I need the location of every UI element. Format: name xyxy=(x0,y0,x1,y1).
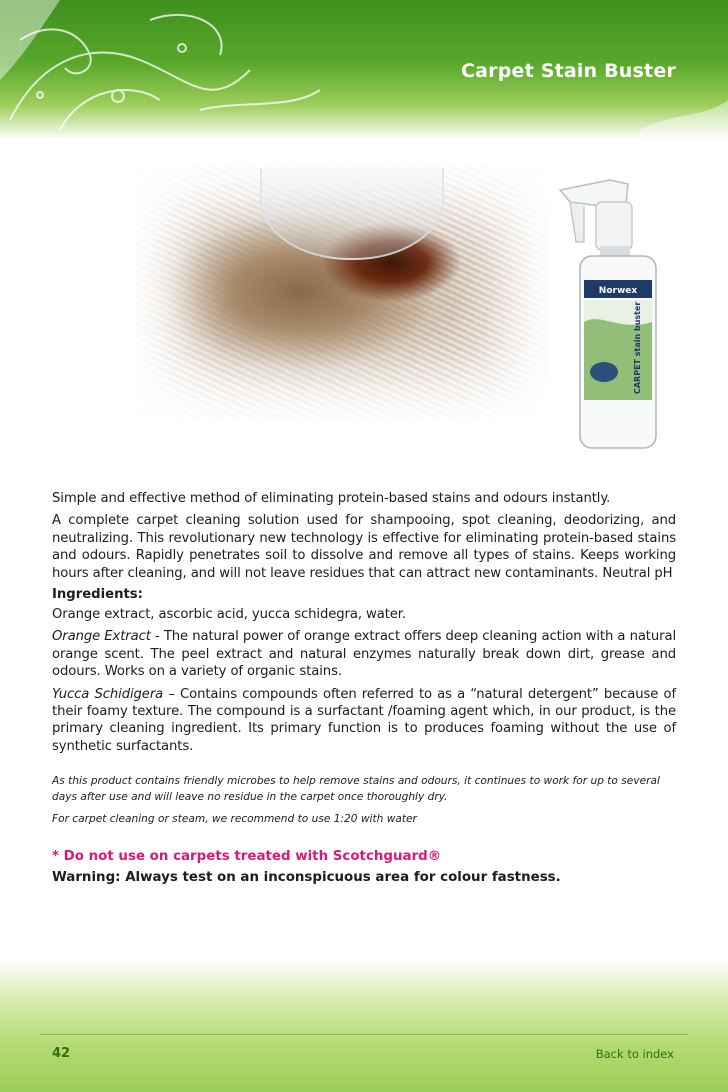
bottle-brand-text: Norwex xyxy=(598,286,638,296)
microbes-note: As this product contains friendly microbes to help remove stains and odours, it continues to work for up to several days after use and will leave no residue in the carpet once thoroughly dry. xyxy=(52,775,660,804)
colour-fastness-warning: Warning: Always test on an inconspicuous area for colour fastness. xyxy=(52,870,561,886)
page-title: Carpet Stain Buster xyxy=(460,60,676,82)
yucca-text: – Contains compounds often referred to as a “natural detergent” because of their foamy texture. The compound is a surfactant /foaming agent which, in our product, is the primary cleaning ingredient. Its primary function is to produces foaming without the use of synthetic surfactants. xyxy=(52,686,677,754)
header-banner xyxy=(0,0,728,140)
ingredients-text: Orange extract, ascorbic acid, yucca schidegra, water. xyxy=(52,607,406,623)
yucca-term: Yucca Schidigera xyxy=(52,686,164,702)
ingredients-heading: Ingredients: xyxy=(52,587,143,603)
intro-text: Simple and effective method of eliminating protein-based stains and odours instantly. xyxy=(52,491,611,506)
page-number: 42 xyxy=(52,1046,71,1061)
description-text: A complete carpet cleaning solution used for shampooing, spot cleaning, deodorizing, and neutralizing. This revolutionary new technology is effective for eliminating protein-based stains and odours. Rapidly penetrates soil to dissolve and remove all types of stains. Keeps working hours after cleaning, and will not leave residues that can attract new contaminants. Neutral pH xyxy=(52,513,676,581)
back-to-index-link[interactable]: Back to index xyxy=(595,1047,674,1061)
dilution-note: For carpet cleaning or steam, we recommend to use 1:20 with water xyxy=(52,813,417,826)
footer-banner xyxy=(0,960,728,1092)
footer-divider xyxy=(40,1034,688,1035)
product-description xyxy=(52,490,676,885)
bottle-label-text: CARPET stain buster xyxy=(633,301,642,394)
orange-extract-paragraph xyxy=(52,628,676,680)
scotchguard-caution: * Do not use on carpets treated with Scotchguard® xyxy=(52,849,442,865)
orange-extract-text: - The natural power of orange extract offers deep cleaning action with a natural orange scent. The peel extract and natural enzymes naturally break down dirt, grease and odours. Works on a variety of organic stains. xyxy=(52,629,677,680)
product-bottle-image xyxy=(540,172,680,452)
yucca-paragraph xyxy=(52,686,676,756)
orange-extract-term: Orange Extract xyxy=(52,629,151,645)
